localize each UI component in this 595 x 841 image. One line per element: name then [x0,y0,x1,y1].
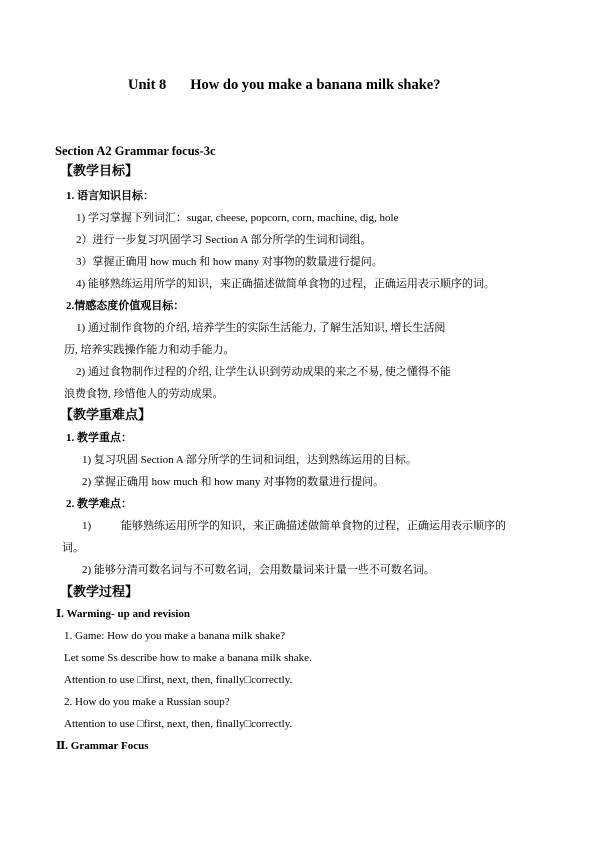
knowledge-heading: 1. 语言知识目标： [66,190,154,202]
difficulty-number: 1) [82,520,92,532]
process-line: Attention to use □first, next, then, finally□correctly. [64,718,293,730]
objective-line: 3）掌握正确用 how much 和 how many 对事物的数量进行提问。 [76,256,383,268]
difficulty-heading: 2. 教学难点： [66,498,132,510]
grammar-heading: Ⅱ. Grammar Focus [56,740,149,752]
process-line: Let some Ss describe how to make a banana milk shake. [64,652,312,664]
focus-heading: 1. 教学重点： [66,432,132,444]
process-line: 1. Game: How do you make a banana milk shake? [64,630,286,642]
process-line: Attention to use □first, next, then, finally□correctly. [64,674,293,686]
objective-line: 1) 通过制作食物的介绍, 培养学生的实际生活能力, 了解生活知识, 增长生活阅 [76,322,446,334]
focus-line: 2) 掌握正确用 how much 和 how many 对事物的数量进行提问。 [82,476,385,488]
objective-line: 1) 学习掌握下列词汇：sugar, cheese, popcorn, corn, machine, dig, hole [76,212,399,224]
focus-line: 1) 复习巩固 Section A 部分所学的生词和词组，达到熟练运用的目标。 [82,454,417,466]
process-heading: 【教学过程】 [60,584,139,599]
key-points-heading: 【教学重难点】 [60,407,152,422]
section-title: Section A2 Grammar focus-3c [55,144,216,158]
title-question: How do you make a banana milk shake? [190,77,441,93]
difficulty-line: 2) 能够分清可数名词与不可数名词，会用数量词来计量一些不可数名词。 [82,564,435,576]
objective-line: 2）进行一步复习巩固学习 Section A 部分所学的生词和词组。 [76,234,372,246]
title-unit: Unit 8 [128,77,167,93]
emotion-heading: 2.情感态度价值观目标： [66,300,185,312]
difficulty-line: 词。 [62,542,84,554]
warmup-heading: Ⅰ. Warming- up and revision [56,608,191,620]
objectives-heading: 【教学目标】 [60,163,139,178]
process-line: 2. How do you make a Russian soup? [64,696,230,708]
page-title [128,78,440,92]
objective-line: 4) 能够熟练运用所学的知识，来正确描述做简单食物的过程，正确运用表示顺序的词。 [76,278,495,290]
difficulty-line: 能够熟练运用所学的知识，来正确描述做简单食物的过程，正确运用表示顺序的 [121,520,506,532]
objective-line: 2) 通过食物制作过程的介绍, 让学生认识到劳动成果的来之不易, 使之懂得不能 [76,366,451,378]
objective-line: 历, 培养实践操作能力和动手能力。 [64,344,235,356]
objective-line: 浪费食物, 珍惜他人的劳动成果。 [64,388,224,400]
